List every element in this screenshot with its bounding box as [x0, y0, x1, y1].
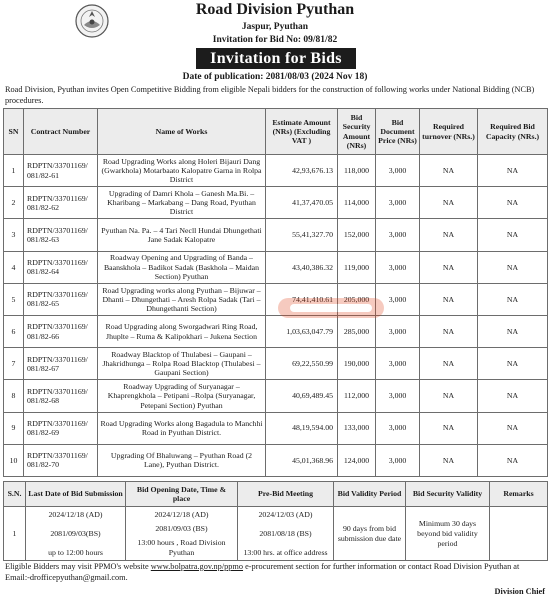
cell-price: 3,000: [376, 219, 420, 251]
cell-work: Road Upgrading Works along Holeri Bijauri Dang (Gwarkhola) Motarbaato Kalopatre Garna in Rolpa District: [98, 155, 266, 187]
cell-work: Road Upgrading Works along Bagadula to Manchhi Road in Pyuthan District.: [98, 412, 266, 444]
cell-work: Pyuthan Na. Pa. – 4 Tari Necll Hundai Dhungethati Jane Sadak Kalopatre: [98, 219, 266, 251]
table-row: [4, 412, 548, 444]
cell-price: 3,000: [376, 380, 420, 412]
bid-number: Invitation for Bid No: 09/81/82: [212, 35, 338, 45]
header-bid-validity: Bid Validity Period: [334, 482, 406, 507]
table-row: [4, 219, 548, 251]
table-row: [4, 187, 548, 219]
header-contract-number: Contract Number: [24, 109, 98, 155]
cell-capacity: NA: [478, 251, 548, 283]
cell-sn: 8: [4, 380, 24, 412]
cell-security: 285,000: [338, 315, 376, 347]
cell-capacity: NA: [478, 412, 548, 444]
cell-estimate: 1,03,63,047.79: [266, 315, 338, 347]
ppmo-link[interactable]: www.bolpatra.gov.np/ppmo: [150, 562, 244, 571]
cell-turnover: NA: [420, 283, 478, 315]
cell-turnover: NA: [420, 315, 478, 347]
cell-work: Upgrading Of Bhaluwang – Pyuthan Road (2 Lane), Pyuthan District.: [98, 444, 266, 476]
footer-note: [5, 562, 545, 583]
cell-turnover: NA: [420, 219, 478, 251]
cell-estimate: 42,93,676.13: [266, 155, 338, 187]
cell-capacity: NA: [478, 155, 548, 187]
prebid-date-ad: 2024/12/03 (AD): [258, 509, 313, 519]
invitation-banner: Invitation for Bids: [196, 48, 356, 69]
cell-contract: RDPTN/33701169/ 081/82-66: [24, 315, 98, 347]
cell-prebid: [238, 507, 334, 561]
footer-note-prefix: Eligible Bidders may visit PPMO's website: [5, 562, 149, 571]
opening-date-ad: 2024/12/18 (AD): [154, 509, 209, 519]
cell-security: 112,000: [338, 380, 376, 412]
cell-contract: RDPTN/33701169/ 081/82-61: [24, 155, 98, 187]
cell-contract: RDPTN/33701169/ 081/82-69: [24, 412, 98, 444]
cell-price: 3,000: [376, 444, 420, 476]
header-remarks: Remarks: [490, 482, 548, 507]
cell-turnover: NA: [420, 380, 478, 412]
cell-security: 114,000: [338, 187, 376, 219]
submission-time: up to 12:00 hours: [48, 547, 103, 557]
header-turnover: Required turnover (NRs.): [420, 109, 478, 155]
works-table-header: [4, 109, 548, 155]
cell-submission: [26, 507, 126, 561]
cell-remarks: [490, 507, 548, 561]
cell-price: 3,000: [376, 283, 420, 315]
opening-date-bs: 2081/09/03 (BS): [155, 523, 208, 533]
cell-capacity: NA: [478, 283, 548, 315]
cell-sn: 4: [4, 251, 24, 283]
table-row: [4, 251, 548, 283]
cell-capacity: NA: [478, 348, 548, 380]
table-row: [4, 380, 548, 412]
cell-sn: 2: [4, 187, 24, 219]
cell-turnover: NA: [420, 348, 478, 380]
header-bid-opening: Bid Opening Date, Time & place: [126, 482, 238, 507]
cell-contract: RDPTN/33701169/ 081/82-64: [24, 251, 98, 283]
header-bid-security: Bid Security Amount (NRs): [338, 109, 376, 155]
cell-capacity: NA: [478, 315, 548, 347]
footer-note-suffix: e-procurement section for further information or contact Road Division Pyuthan at Email:-drofficepyuthan@gmail.com.: [5, 562, 520, 582]
cell-estimate: 41,37,470.05: [266, 187, 338, 219]
header-capacity: Required Bid Capacity (NRs.): [478, 109, 548, 155]
signature-title: Division Chief: [494, 587, 545, 596]
cell-sn: 10: [4, 444, 24, 476]
prebid-date-bs: 2081/08/18 (BS): [259, 528, 312, 538]
table-row: [4, 507, 548, 561]
submission-date-bs: 2081/09/03(BS): [50, 528, 101, 538]
cell-price: 3,000: [376, 315, 420, 347]
organization-address: Jaspur, Pyuthan: [241, 22, 309, 32]
cell-sn: 3: [4, 219, 24, 251]
header-sn: SN: [4, 109, 24, 155]
cell-work: Roadway Upgrading of Suryanagar – Khaprengkhola – Petipani –Rolpa (Suryanagar, Petepani Section) Pyuthan: [98, 380, 266, 412]
table-row: [4, 444, 548, 476]
cell-security: 205,000: [338, 283, 376, 315]
cell-estimate: 45,01,368.96: [266, 444, 338, 476]
cell-opening: [126, 507, 238, 561]
cell-security: 152,000: [338, 219, 376, 251]
cell-work: Roadway Blacktop of Thulabesi – Gaupani – Jhakridhunga – Rolpa Road Blacktop (Thulabesi – Gaupani Section): [98, 348, 266, 380]
cell-price: 3,000: [376, 412, 420, 444]
submission-date-ad: 2024/12/18 (AD): [48, 509, 103, 519]
cell-capacity: NA: [478, 219, 548, 251]
cell-capacity: NA: [478, 380, 548, 412]
cell-work: Road Upgrading along Sworgadwari Ring Road, Jhuplte – Ruma & Kalipokhari – Jukena Section: [98, 315, 266, 347]
cell-contract: RDPTN/33701169/ 081/82-67: [24, 348, 98, 380]
cell-estimate: 69,22,550.99: [266, 348, 338, 380]
cell-estimate: 43,40,386.32: [266, 251, 338, 283]
intro-paragraph: Road Division, Pyuthan invites Open Competitive Bidding from eligible Nepali bidders for the construction of following works under National Bidding (NCB) procedures.: [5, 85, 535, 105]
cell-sn: 9: [4, 412, 24, 444]
header-security-validity: Bid Security Validity: [406, 482, 490, 507]
table-row: [4, 155, 548, 187]
cell-security-validity: Minimum 30 days beyond bid validity period: [406, 507, 490, 561]
cell-work: Road Upgrading works along Pyuthan – Bijuwar – Dhanti – Dhungethati – Aresh Rolpa Sadak (Tari – Dhungethanti Section): [98, 283, 266, 315]
cell-turnover: NA: [420, 444, 478, 476]
cell-sn: 7: [4, 348, 24, 380]
cell-capacity: NA: [478, 187, 548, 219]
schedule-table: [3, 481, 548, 561]
cell-price: 3,000: [376, 348, 420, 380]
header-name-of-works: Name of Works: [98, 109, 266, 155]
cell-security: 133,000: [338, 412, 376, 444]
cell-turnover: NA: [420, 155, 478, 187]
publication-date: Date of publication: 2081/08/03 (2024 Nov 18): [182, 72, 368, 82]
notice-header: [0, 0, 550, 84]
cell-turnover: NA: [420, 251, 478, 283]
cell-sn: 1: [4, 155, 24, 187]
header-last-submission: Last Date of Bid Submission: [26, 482, 126, 507]
table-row: [4, 283, 548, 315]
cell-turnover: NA: [420, 412, 478, 444]
cell-security: 124,000: [338, 444, 376, 476]
cell-price: 3,000: [376, 251, 420, 283]
cell-estimate: 40,69,489.45: [266, 380, 338, 412]
cell-sn: 1: [4, 507, 26, 561]
cell-price: 3,000: [376, 187, 420, 219]
cell-estimate: 55,41,327.70: [266, 219, 338, 251]
cell-security: 118,000: [338, 155, 376, 187]
works-table: [3, 108, 548, 477]
table-row: [4, 315, 548, 347]
cell-contract: RDPTN/33701169/ 081/82-70: [24, 444, 98, 476]
cell-turnover: NA: [420, 187, 478, 219]
cell-security: 190,000: [338, 348, 376, 380]
cell-bid-validity: 90 days from bid submission due date: [334, 507, 406, 561]
cell-contract: RDPTN/33701169/ 081/82-63: [24, 219, 98, 251]
cell-security: 119,000: [338, 251, 376, 283]
cell-estimate: 74,41,410.61: [266, 283, 338, 315]
schedule-table-header: [4, 482, 548, 507]
table-row: [4, 348, 548, 380]
header-document-price: Bid Document Price (NRs): [376, 109, 420, 155]
header-pre-bid: Pre-Bid Meeting: [238, 482, 334, 507]
cell-price: 3,000: [376, 155, 420, 187]
organization-title: Road Division Pyuthan: [195, 1, 355, 18]
cell-work: Upgrading of Damri Khola – Ganesh Ma.Bi. – Kharibang – Markabang – Dang Road, Pyuthan District: [98, 187, 266, 219]
cell-contract: RDPTN/33701169/ 081/82-62: [24, 187, 98, 219]
header-sn: S.N.: [4, 482, 26, 507]
cell-contract: RDPTN/33701169/ 081/82-68: [24, 380, 98, 412]
cell-capacity: NA: [478, 444, 548, 476]
opening-time-place: 13:00 hours , Road Division Pyuthan: [137, 537, 226, 557]
cell-sn: 6: [4, 315, 24, 347]
header-estimate: Estimate Amount (NRs) (Excluding VAT ): [266, 109, 338, 155]
cell-contract: RDPTN/33701169/ 081/82-65: [24, 283, 98, 315]
prebid-time-place: 13:00 hrs. at office address: [243, 547, 328, 557]
cell-work: Roadway Opening and Upgrading of Banda –Baanskhola – Badikot Sadak (Baskhola – Maidan Section) Pyuthan: [98, 251, 266, 283]
cell-sn: 5: [4, 283, 24, 315]
cell-estimate: 48,19,594.00: [266, 412, 338, 444]
